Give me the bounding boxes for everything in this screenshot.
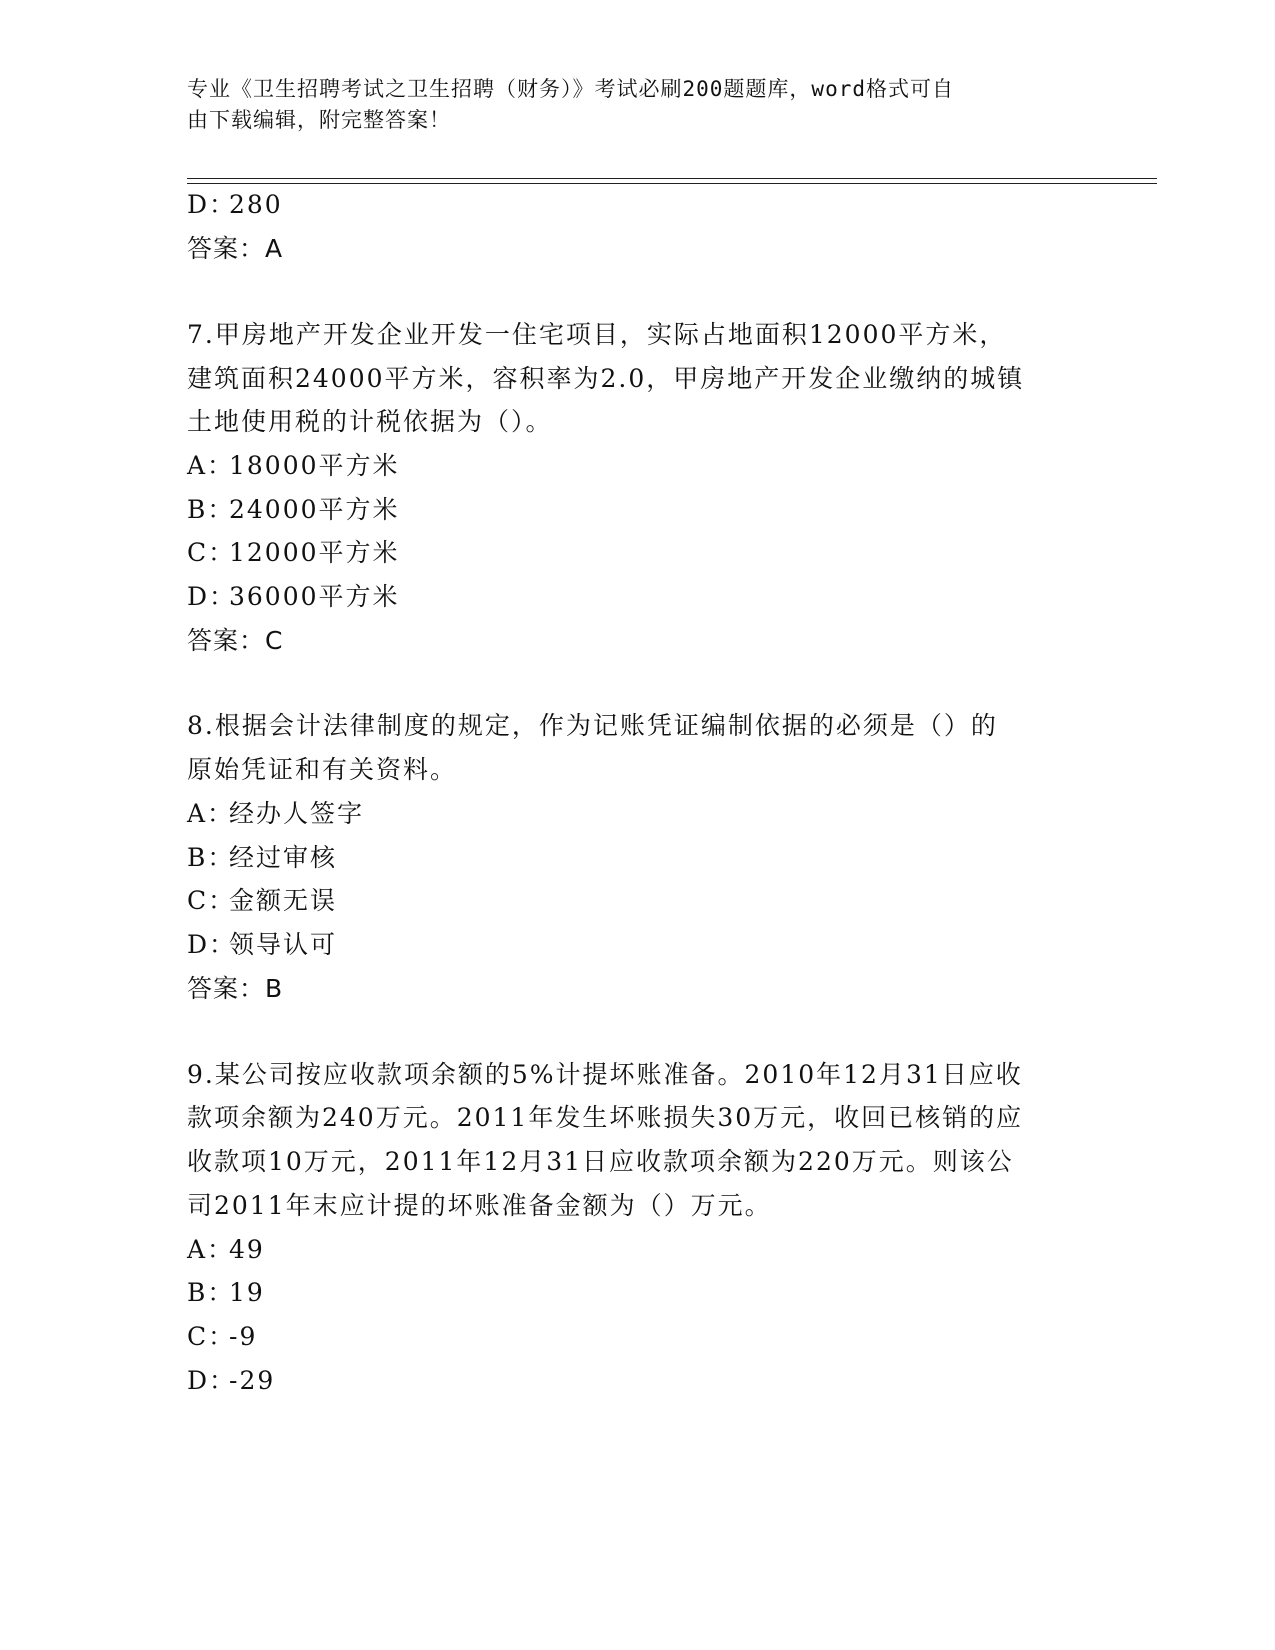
q7-option-a	[187, 451, 400, 481]
option-label: B：	[187, 1278, 235, 1307]
option-label: D：	[187, 930, 237, 959]
option-label: A：	[187, 799, 235, 828]
option-label: A：	[187, 1235, 235, 1264]
header-line-2: 由下载编辑，附完整答案！	[187, 108, 451, 132]
header-divider-top	[187, 178, 1157, 179]
option-label: C：	[187, 886, 236, 915]
q7-stem-line-3: 土地使用税的计税依据为（）。	[187, 407, 553, 436]
q7-option-c	[187, 538, 400, 568]
q9-stem-line-3: 收款项10万元，2011年12月31日应收款项余额为220万元。则该公	[187, 1147, 1014, 1176]
header-divider-bottom	[187, 183, 1157, 184]
q9-option-c	[187, 1322, 257, 1352]
option-text: 19	[229, 1278, 265, 1307]
option-text: 金额无误	[229, 886, 338, 915]
q9-stem-line-2: 款项余额为240万元。2011年发生坏账损失30万元，收回已核销的应	[187, 1103, 1024, 1132]
option-label: A：	[187, 451, 235, 480]
q8-option-d	[187, 930, 337, 960]
q7-stem-line-1: 7.甲房地产开发企业开发一住宅项目，实际占地面积12000平方米，	[187, 320, 1007, 349]
option-text: 49	[229, 1235, 265, 1264]
option-label: D：	[187, 582, 237, 611]
option-text: 领导认可	[229, 930, 338, 959]
document-header	[187, 74, 1067, 136]
option-text: -9	[229, 1322, 258, 1351]
option-text: 经过审核	[229, 843, 338, 872]
q9-option-b	[187, 1278, 265, 1308]
header-line-1: 专业《卫生招聘考试之卫生招聘（财务）》考试必刷200题题库，word格式可自	[187, 77, 954, 101]
q8-option-c	[187, 886, 337, 916]
q8-answer: 答案：B	[187, 974, 284, 1003]
option-label: B：	[187, 495, 235, 524]
q9-stem-line-4: 司2011年末应计提的坏账准备金额为（）万元。	[187, 1191, 772, 1220]
prev-answer: 答案：A	[187, 234, 284, 263]
q8-stem-line-1: 8.根据会计法律制度的规定，作为记账凭证编制依据的必须是（）的	[187, 711, 998, 740]
q8-option-a	[187, 799, 364, 829]
option-text: 280	[229, 190, 283, 219]
q7-answer: 答案：C	[187, 626, 284, 655]
option-text: 经办人签字	[229, 799, 365, 828]
option-text: 12000平方米	[229, 538, 400, 567]
q7-option-d	[187, 582, 400, 612]
option-text: -29	[229, 1366, 276, 1395]
prev-option-d	[187, 190, 283, 220]
option-text: 24000平方米	[229, 495, 400, 524]
option-label: C：	[187, 538, 236, 567]
q7-stem-line-2: 建筑面积24000平方米，容积率为2.0，甲房地产开发企业缴纳的城镇	[187, 364, 1025, 393]
q8-stem-line-2: 原始凭证和有关资料。	[187, 755, 458, 784]
q8-option-b	[187, 843, 337, 873]
option-text: 36000平方米	[229, 582, 400, 611]
q9-stem-line-1: 9.某公司按应收款项余额的5%计提坏账准备。2010年12月31日应收	[187, 1060, 1023, 1089]
option-label: D：	[187, 1366, 237, 1395]
option-label: C：	[187, 1322, 236, 1351]
q7-option-b	[187, 495, 400, 525]
q9-option-d	[187, 1366, 275, 1396]
option-text: 18000平方米	[229, 451, 400, 480]
option-label: B：	[187, 843, 235, 872]
option-label: D：	[187, 190, 237, 219]
q9-option-a	[187, 1235, 265, 1265]
